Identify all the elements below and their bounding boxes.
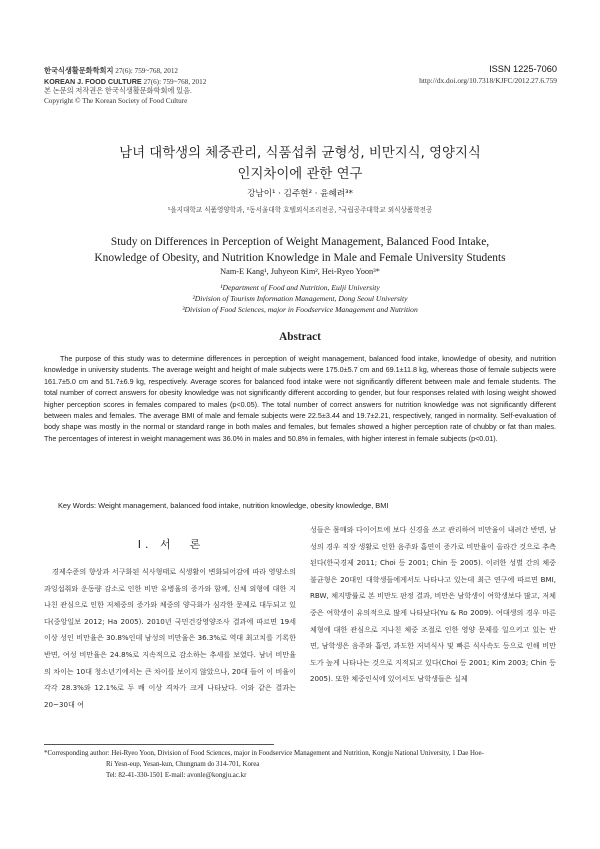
korean-title: [60, 143, 540, 185]
footnote-line-1: *Corresponding author: Hei-Ryeo Yoon, Division of Food Sciences, major in Foodservice Management and Nutrition, Kongju National University, 1 Dae Hoe-: [44, 750, 484, 757]
english-title-line-2: Knowledge of Obesity, and Nutrition Knowledge in Male and Female University Students: [94, 251, 506, 264]
english-authors: Nam-E Kang¹, Juhyeon Kim², Hei-Ryeo Yoon³*: [220, 267, 380, 276]
journal-korean-line: [44, 66, 334, 77]
korean-authors: 강남이¹ · 김주현² · 윤혜려³*: [247, 189, 353, 199]
korean-affiliations: ¹을지대학교 식품영양학과, ²동서울대학 호텔외식조리전공, ³국립공주대학교 외식상품학전공: [167, 206, 433, 214]
body-paragraph: 경제수준의 향상과 서구화된 식사형태로 식생활이 변화되어감에 따라 영양소의 과잉섭취와 운동량 감소로 인한 비만 유병율의 증가와 함께, 신체 외형에 대한 지나친 관심으로 인한 저체중의 증가와 체중의 양극화가 심각한 문제로 대두되고 있다(중앙일보 2012; Ha 2005). 2010년 국민건강영양조사 결과에 따르면 19세 이상 성인 비만율은 30.8%인데 남성의 비만율은 36.3%로 역대 최고치를 기록한 반면, 여성 비만율은 24.8%로 지속적으로 감소하는 추세를 보였다. 남녀 비만율의 차이는 10대 청소년기에서는 큰 차이를 보이지 않았으나, 20대 들어 이 비율이 각각 28.3%와 12.1%로 두 배 이상 격차가 크게 나타났다. 이와 같은 결과는 20~30대 여: [44, 567, 296, 709]
corresponding-author-footnote: [44, 749, 556, 781]
copyright-korean: 본 논문의 저작권은 한국식생활문화학회에 있음.: [44, 87, 192, 96]
journal-korean-name: 한국식생활문화학회지: [44, 66, 114, 75]
english-title-line-1: Study on Differences in Perception of Weight Management, Balanced Food Intake,: [110, 236, 490, 248]
journal-korean-citation: 27(6): 759~768, 2012: [115, 67, 179, 75]
copyright-english: Copyright © The Korean Society of Food Culture: [44, 96, 188, 105]
keywords: Key Words: Weight management, balanced food intake, nutrition knowledge, obesity knowledge, BMI: [58, 501, 389, 510]
journal-header: [44, 66, 334, 106]
footnote-divider: [44, 744, 274, 745]
english-title: [40, 235, 560, 266]
doi-link[interactable]: http://dx.doi.org/10.7318/KJFC/2012.27.6.759: [419, 76, 557, 85]
journal-english-name: KOREAN J. FOOD CULTURE: [44, 76, 142, 86]
journal-english-citation: 27(6): 759~768, 2012: [143, 77, 207, 86]
affiliation-2: ²Division of Tourism Information Management, Dong Seoul University: [192, 294, 408, 304]
footnote-line-3: Tel: 82-41-330-1501 E-mail: avonle@kongju.ac.kr: [106, 771, 247, 779]
body-column-left: [44, 564, 296, 713]
english-affiliations: [40, 282, 560, 316]
journal-english-line: [44, 77, 334, 88]
issn-number: ISSN 1225-7060: [489, 64, 557, 74]
body-column-right: [310, 522, 556, 688]
affiliation-3: ³Division of Food Sciences, major in Foodservice Management and Nutrition: [182, 305, 418, 315]
footnote-line-2: Ri Yesn-eup, Yesan-kun, Chungnam do 314-701, Korea: [106, 760, 260, 768]
korean-title-line-2: 인지차이에 관한 연구: [237, 167, 363, 182]
body-paragraph: 성들은 몸매와 다이어트에 보다 신경을 쓰고 관리하여 비만율이 내려간 반면, 남성의 경우 직장 생활로 인한 음주와 흡연이 증가로 비만율이 올라간 것으로 추측된다(한국경제 2011; Choi 등 2001; Chin 등 2005). 이러한 성별 간의 체중 불균형은 20대인 대학생들에게서도 나타나고 있는데 최근 연구에 따르면 BMI, RBW, 체지방률로 본 비만도 판정 결과, 비만은 남학생이 여학생보다 많고, 저체중은 여학생이 유의적으로 많게 나타났다(Yu & Ro 2009). 여대생의 경우 마른 체형에 대한 관심으로 지나친 체중 조절로 인한 영양 문제를 일으키고 있는 반면, 남학생은 음주와 흡연, 과도한 저녁식사 및 빠른 식사속도 등으로 인해 비만도가 높게 나타나는 것으로 지적되고 있다(Choi 등 2001; Kim 2003; Chin 등 2005). 또한 체중인식에 있어서도 남학생들은 실제: [310, 525, 556, 684]
affiliation-1: ¹Department of Food and Nutrition, Eulji University: [220, 283, 380, 292]
issn-block: [419, 64, 557, 86]
abstract-text: The purpose of this study was to determine differences in perception of weight management, balanced food intake, knowledge of obesity, and nutrition knowledge in university students. The average weight and height of male subjects were 175.0±5.7 cm and 69.1±11.8 kg, whereas those of female subjects were 161.7±5.0 cm and 51.7±6.9 kg, respectively. Average scores for balanced food intake were not significantly different between male and female students. The total number of correct answers for obesity knowledge was not significantly different according to gender, but four responses related with losing weight showed higher perception scores in females compared to males (p<0.05). The total number of correct answers for nutrition knowledge was not significantly different between males and females. The average BMI of male and female subjects were 22.5±3.44 and 19.7±2.21, respectively, ranged in normality. Self-evaluation of body shape was mostly in the normal or standard range in both males and females, but females showed a higher perception rate of chubby or fat than males. The percentages of interest in weight management was 36.0% in males and 50.8% in females, with higher interest in female subjects (p<0.01).: [44, 354, 556, 443]
korean-title-line-1: 남녀 대학생의 체중관리, 식품섭취 균형성, 비만지식, 영양지식: [119, 146, 481, 161]
section-heading-introduction: Ⅰ. 서 론: [137, 538, 205, 551]
abstract-heading: Abstract: [279, 331, 321, 343]
